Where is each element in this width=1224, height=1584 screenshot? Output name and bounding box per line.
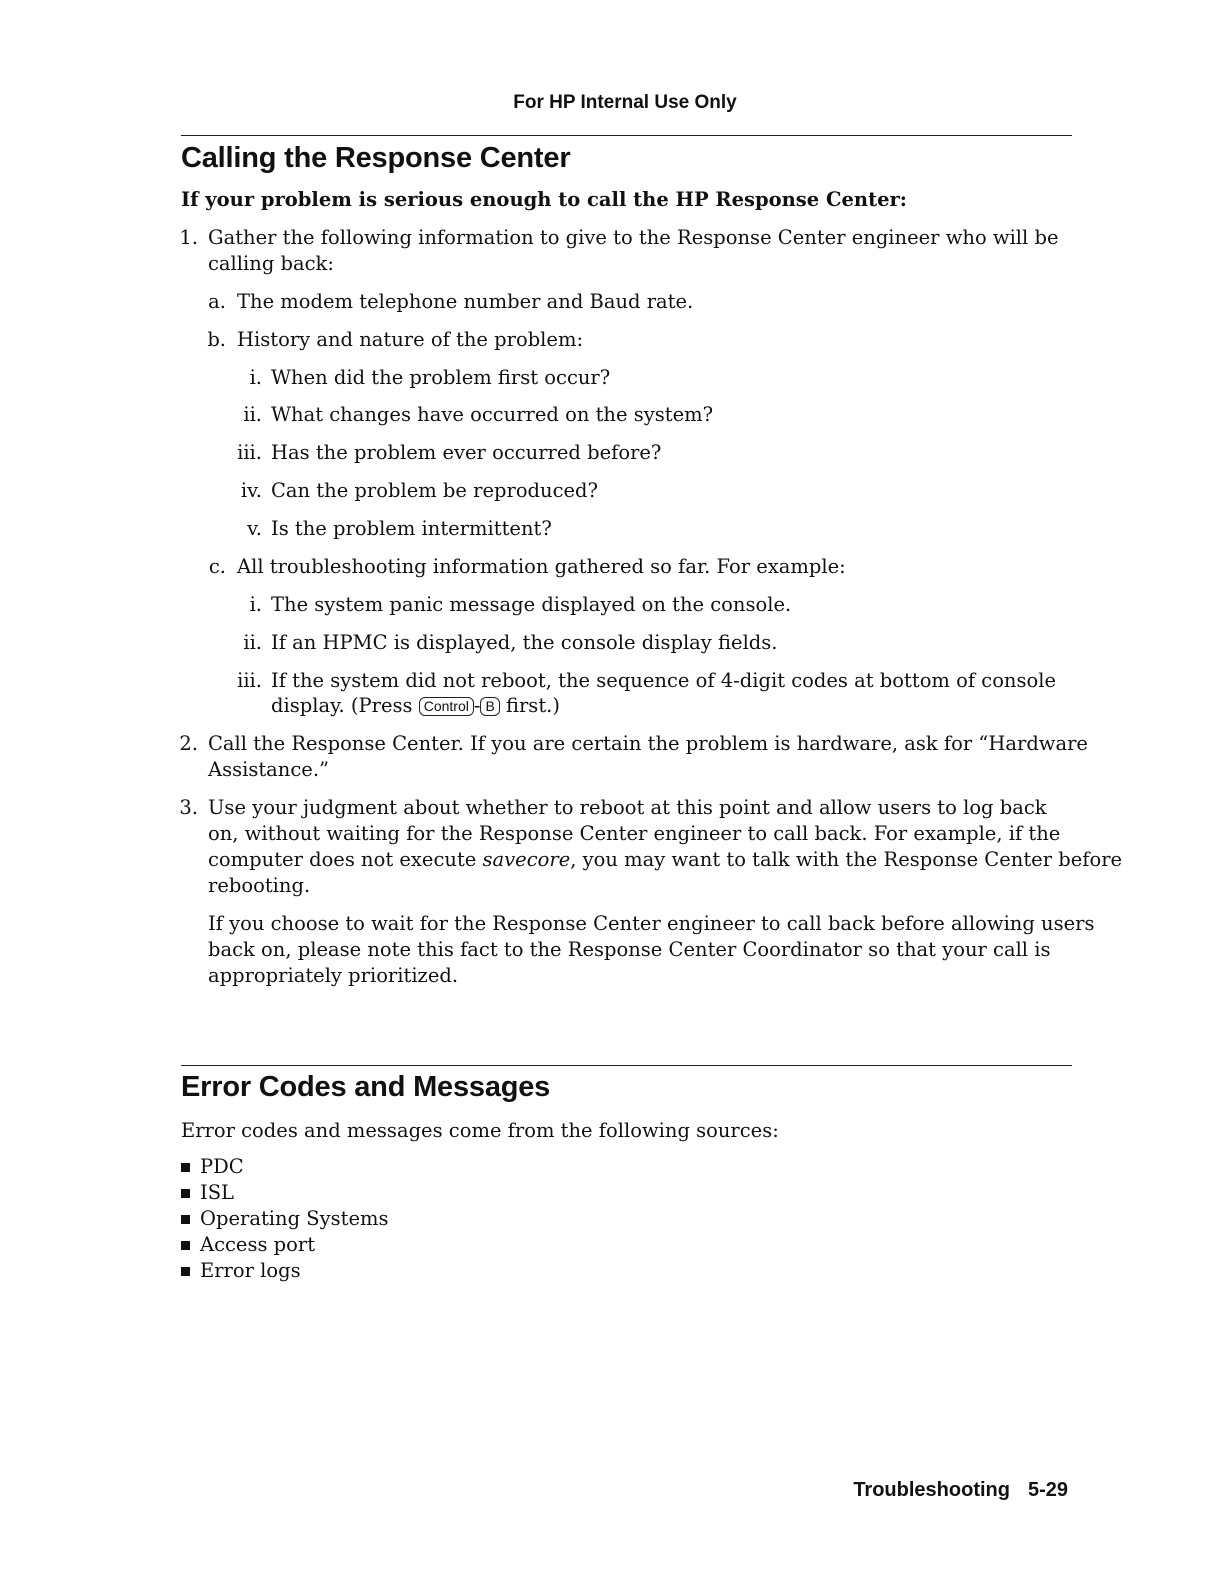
section-title-response-center: Calling the Response Center xyxy=(181,142,571,174)
step-2-line-1: Call the Response Center. If you are certain the problem is hardware, ask for “Hardware xyxy=(208,732,1088,755)
bullet-icon xyxy=(181,1267,190,1276)
step-3-paragraph-line-3: appropriately prioritized. xyxy=(208,964,459,987)
press-instruction-suffix: first.) xyxy=(499,694,560,717)
list-item: If an HPMC is displayed, the console display fields. xyxy=(271,631,778,654)
step-3-line-3-end: , you may want to talk with the Response Center before xyxy=(570,848,1123,871)
list-item: Can the problem be reproduced? xyxy=(271,479,598,502)
press-instruction-text: display. (Press xyxy=(271,694,419,717)
section-rule xyxy=(181,1065,1072,1066)
list-item: If the system did not reboot, the sequence of 4-digit codes at bottom of console xyxy=(271,669,1057,692)
savecore-term: savecore xyxy=(482,848,571,871)
roman-label: ii. xyxy=(243,403,262,426)
list-item: Operating Systems xyxy=(200,1207,389,1230)
list-item: Error logs xyxy=(200,1259,301,1282)
roman-label: i. xyxy=(249,366,262,389)
footer-page-number: 5-29 xyxy=(1027,1479,1068,1501)
list-item: Is the problem intermittent? xyxy=(271,517,552,540)
section-rule xyxy=(181,135,1072,136)
sub-item-a: The modem telephone number and Baud rate. xyxy=(237,290,694,313)
list-item: What changes have occurred on the system? xyxy=(271,403,714,426)
step-3-line-2: on, without waiting for the Response Center engineer to call back. For example, if the xyxy=(208,822,1061,845)
page-footer xyxy=(853,1479,1068,1502)
lead-sentence: If your problem is serious enough to call the HP Response Center: xyxy=(181,188,907,211)
sub-item-b: History and nature of the problem: xyxy=(237,328,584,351)
list-item: Access port xyxy=(200,1233,316,1256)
list-item: When did the problem first occur? xyxy=(271,366,611,389)
step-number: 3. xyxy=(179,796,198,819)
step-1-line-2: calling back: xyxy=(208,252,334,275)
step-2-line-2: Assistance.” xyxy=(208,758,329,781)
list-item: The system panic message displayed on the console. xyxy=(271,593,792,616)
section-title-error-codes: Error Codes and Messages xyxy=(181,1071,551,1103)
step-1-line-1: Gather the following information to give to the Response Center engineer who will be xyxy=(208,226,1059,249)
footer-chapter: Troubleshooting xyxy=(853,1479,1010,1501)
step-3-line-1: Use your judgment about whether to reboot at this point and allow users to log back xyxy=(208,796,1047,819)
error-sources-intro: Error codes and messages come from the following sources: xyxy=(181,1119,779,1142)
sub-item-label: b. xyxy=(207,328,226,351)
roman-label: ii. xyxy=(243,631,262,654)
roman-label: v. xyxy=(247,517,262,540)
list-item-continuation: display. (Press Control - B first.) xyxy=(271,694,560,717)
list-item: Has the problem ever occurred before? xyxy=(271,441,662,464)
bullet-icon xyxy=(181,1241,190,1250)
bullet-icon xyxy=(181,1215,190,1224)
step-3-line-4: rebooting. xyxy=(208,874,311,897)
bullet-icon xyxy=(181,1189,190,1198)
roman-label: iii. xyxy=(237,669,262,692)
step-3-line-3 xyxy=(208,847,1122,873)
list-item: PDC xyxy=(200,1155,244,1178)
roman-label: i. xyxy=(249,593,262,616)
step-number: 2. xyxy=(179,732,198,755)
sub-item-label: c. xyxy=(208,555,226,578)
sub-item-c: All troubleshooting information gathered so far. For example: xyxy=(237,555,846,578)
step-3-paragraph-line-1: If you choose to wait for the Response Center engineer to call back before allowing users xyxy=(208,912,1095,935)
step-3-paragraph-line-2: back on, please note this fact to the Response Center Coordinator so that your call is xyxy=(208,938,1051,961)
roman-label: iii. xyxy=(237,441,262,464)
step-number: 1. xyxy=(179,226,198,249)
control-key: Control xyxy=(419,697,474,716)
sub-item-label: a. xyxy=(208,290,226,313)
roman-label: iv. xyxy=(240,479,262,502)
page-header: For HP Internal Use Only xyxy=(513,92,737,113)
b-key: B xyxy=(480,697,499,716)
step-3-line-3-start: computer does not execute xyxy=(208,848,483,871)
bullet-icon xyxy=(181,1163,190,1172)
list-item: ISL xyxy=(200,1181,235,1204)
